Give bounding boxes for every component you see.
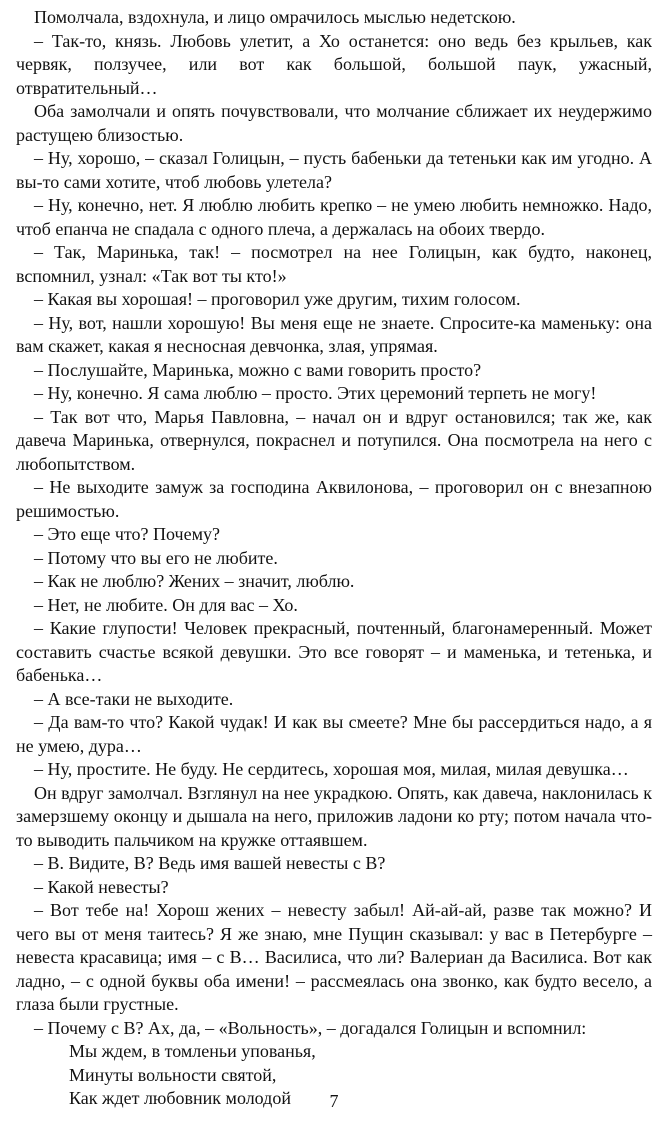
paragraph-22: – В. Видите, В? Ведь имя вашей невесты с В?: [34, 853, 386, 873]
paragraph-11: – Так вот что, Марья Павловна, – начал он и вдруг остановился; так же, как давеча Маринька, отвернулся, покраснел и потупился. Она посмотрела на него с любопытством.: [16, 406, 652, 474]
verse-line-2: Минуты вольности святой,: [69, 1064, 277, 1085]
paragraph-24: – Вот тебе на! Хорош жених – невесту забыл! Ай-ай-ай, разве так можно? И чего вы от меня таитесь? Я же знаю, мне Пущин сказывал: у вас в Петербурге – невеста красавица; имя – с В… Василиса, что ли? Валериан да Василиса. Вот как ладно, – с одной буквы оба имени! – рассмеялась она звонко, как будто весело, а глаза были грустные.: [16, 900, 652, 1014]
paragraph-12: – Не выходите замуж за господина Аквилонова, – проговорил он с внезапною решимостью.: [16, 477, 652, 521]
paragraph-6: – Так, Маринька, так! – посмотрел на нее Голицын, как будто, наконец, вспомнил, узнал: «Так вот ты кто!»: [16, 242, 652, 286]
paragraph-4: – Ну, хорошо, – сказал Голицын, – пусть бабеньки да тетеньки как им угодно. А вы-то сами хотите, чтоб любовь улетела?: [16, 148, 652, 192]
paragraph-14: – Потому что вы его не любите.: [34, 547, 278, 568]
paragraph-8: – Ну, вот, нашли хорошую! Вы меня еще не знаете. Спросите-ка маменьку: она вам скажет, какая я несносная девчонка, злая, упрямая.: [16, 312, 652, 356]
paragraph-5: – Ну, конечно, нет. Я люблю любить крепко – не умею любить немножко. Надо, чтоб епанча не спадала с одного плеча, а держалась на обоих твердо.: [16, 195, 652, 239]
paragraph-21: Он вдруг замолчал. Взглянул на нее украдкою. Опять, как давеча, наклонилась к замерзшему оконцу и дышала на него, приложив ладони ко рту; потом начала что-то выводить пальчиком на кружке оттаявшем.: [16, 782, 652, 850]
paragraph-10: – Ну, конечно. Я сама люблю – просто. Этих церемоний терпеть не могу!: [34, 383, 597, 403]
paragraph-16: – Нет, не любите. Он для вас – Хо.: [34, 594, 298, 615]
paragraph-9: – Послушайте, Маринька, можно с вами говорить просто?: [34, 359, 482, 380]
paragraph-18: – А все-таки не выходите.: [34, 688, 234, 709]
paragraph-3: Оба замолчали и опять почувствовали, что молчание сближает их неудержимо растущею близостью.: [16, 101, 652, 145]
page-number: 7: [329, 1091, 339, 1111]
paragraph-23: – Какой невесты?: [34, 876, 169, 897]
paragraph-2: – Так-то, князь. Любовь улетит, а Хо останется: оно ведь без крыльев, как червяк, ползучее, или вот как большой, большой паук, ужасный, отвратительный…: [16, 30, 652, 98]
paragraph-25: – Почему с В? Ах, да, – «Вольность», – догадался Голицын и вспомнил:: [34, 1017, 587, 1038]
verse-line-1: Мы ждем, в томленьи упованья,: [69, 1041, 316, 1061]
body-text: [16, 6, 652, 1111]
paragraph-13: – Это еще что? Почему?: [34, 524, 220, 544]
verse-line-3: Как ждет любовник молодой: [69, 1088, 291, 1108]
paragraph-15: – Как не люблю? Жених – значит, люблю.: [34, 571, 355, 591]
paragraph-17: – Какие глупости! Человек прекрасный, почтенный, благонамеренный. Может составить счастье всякой девушки. Это все говорят – и маменька, и тетенька, и бабенька…: [16, 618, 652, 685]
paragraph-7: – Какая вы хорошая! – проговорил уже другим, тихим голосом.: [34, 289, 521, 309]
paragraph-20: – Ну, простите. Не буду. Не сердитесь, хорошая моя, милая, милая девушка…: [34, 759, 629, 779]
paragraph-1: Помолчала, вздохнула, и лицо омрачилось мыслью недетскою.: [34, 7, 516, 27]
paragraph-19: – Да вам-то что? Какой чудак! И как вы смеете? Мне бы рассердиться надо, а я не умею, дура…: [16, 712, 652, 756]
